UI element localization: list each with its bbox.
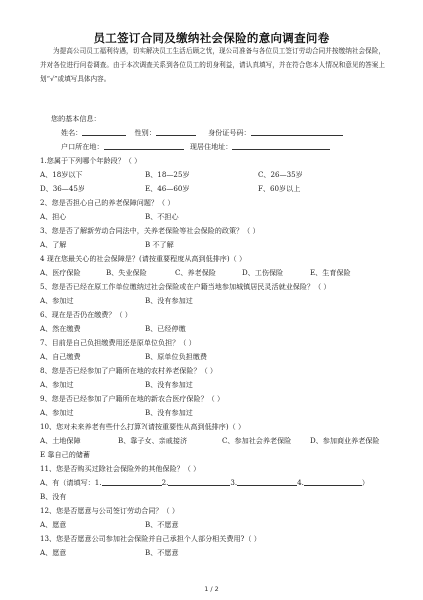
q1-option-c[interactable]: C、26—35岁 bbox=[258, 170, 303, 179]
q10-option-e[interactable]: E 靠自己的储蓄 bbox=[40, 450, 90, 459]
q11-option-a-fill-row bbox=[40, 477, 369, 489]
hukou-field[interactable] bbox=[104, 141, 184, 150]
q12-option-a[interactable]: A、愿意 bbox=[40, 520, 67, 529]
question-6: 6、现在是否仍在缴费？（ ） bbox=[40, 310, 132, 319]
q2-option-b[interactable]: B、不担心 bbox=[145, 212, 179, 221]
q7-option-b[interactable]: B、原单位负担缴费 bbox=[145, 352, 207, 361]
q8-option-a[interactable]: A、参加过 bbox=[40, 380, 74, 389]
q9-option-b[interactable]: B、没有参加过 bbox=[145, 408, 193, 417]
residence-field[interactable] bbox=[232, 141, 330, 150]
q11-blank-3[interactable] bbox=[237, 477, 297, 486]
id-number-field[interactable] bbox=[251, 127, 343, 136]
q5-option-b[interactable]: B、没有参加过 bbox=[145, 296, 193, 305]
name-label: 姓名： bbox=[61, 128, 83, 137]
question-2: 2、您是否担心自己的养老保障问题？（ ） bbox=[40, 198, 175, 207]
q11-blank-1-label: 1. bbox=[94, 478, 102, 487]
q11-blank-2[interactable] bbox=[168, 477, 230, 486]
question-7: 7、目前是自己负担缴费用还是原单位负担？（ ） bbox=[40, 338, 196, 347]
q11-blank-4-label: 4. bbox=[297, 478, 304, 487]
q4-option-a[interactable]: A、医疗保险 bbox=[40, 268, 81, 277]
gender-field[interactable] bbox=[156, 127, 196, 136]
q10-option-a[interactable]: A、土地保障 bbox=[40, 436, 81, 445]
question-1: 1.您属于下列哪个年龄段？（ ） bbox=[40, 156, 142, 165]
q2-option-a[interactable]: A、担心 bbox=[40, 212, 67, 221]
q4-option-b[interactable]: B、失业保险 bbox=[106, 268, 147, 277]
intro-paragraph: 为提高公司员工福利待遇，切实解决员工生活后顾之忧，现公司准备与各位员工签订劳动合同并按缴纳社会保险，并对各位进行问卷调查。由于本次调查关系到各位员工的切身利益，请认真填写，并在符合您本人情况和意见的答案上划“√”或填写具体内容。 bbox=[40, 47, 385, 83]
question-9: 9、您是否已经参加了户籍所在地的新农合医疗保险？（ ） bbox=[40, 394, 225, 403]
q1-option-d[interactable]: D、36—45岁 bbox=[40, 184, 86, 193]
question-13: 13、您是否愿意公司参加社会保险并自己承担个人部分相关费用?（ ） bbox=[40, 534, 261, 543]
q1-option-b[interactable]: B、18—25岁 bbox=[145, 170, 190, 179]
question-4: 4 现在您最关心的社会保障是？(请按重要程度从高到低排序)（ ） bbox=[40, 254, 247, 263]
q5-option-a[interactable]: A、参加过 bbox=[40, 296, 74, 305]
q11-blank-3-label: 3. bbox=[230, 478, 238, 487]
question-8: 8、您是否已经参加了户籍所在地的农村养老保险？（ ） bbox=[40, 366, 218, 375]
q11-option-b[interactable]: B、没有 bbox=[40, 492, 67, 501]
q11-option-a[interactable]: A、有（请填写： bbox=[40, 478, 95, 487]
q13-option-b[interactable]: B、不愿意 bbox=[145, 548, 179, 557]
page-title: 员工签订合同及缴纳社会保险的意向调查问卷 bbox=[93, 31, 330, 45]
q11-close-paren: ） bbox=[361, 478, 369, 487]
q11-blank-1[interactable] bbox=[102, 477, 162, 486]
hukou-label: 户口所在地： bbox=[61, 142, 104, 151]
basic-info-heading: 您的基本信息： bbox=[51, 114, 101, 123]
basic-info-row-1 bbox=[61, 127, 411, 139]
q3-option-a[interactable]: A、了解 bbox=[40, 240, 67, 249]
q7-option-a[interactable]: A、自己缴费 bbox=[40, 352, 81, 361]
q3-option-b[interactable]: B 不了解 bbox=[145, 240, 174, 249]
q13-option-a[interactable]: A、愿意 bbox=[40, 548, 67, 557]
page-number: 1 / 2 bbox=[204, 585, 219, 593]
residence-label: 现居住地址： bbox=[189, 142, 233, 151]
name-field[interactable] bbox=[82, 127, 126, 136]
q11-blank-2-label: 2. bbox=[161, 478, 169, 487]
q4-option-d[interactable]: D、工伤保险 bbox=[242, 268, 284, 277]
q8-option-b[interactable]: B、没有参加过 bbox=[145, 380, 193, 389]
q4-option-c[interactable]: C、养老保险 bbox=[175, 268, 216, 277]
q4-option-e[interactable]: E、生育保险 bbox=[310, 268, 351, 277]
gender-label: 性别： bbox=[134, 128, 156, 137]
q10-option-d[interactable]: D、参加商业养老保险 bbox=[310, 436, 380, 445]
q1-option-f[interactable]: F、60岁以上 bbox=[258, 184, 301, 193]
q9-option-a[interactable]: A、参加过 bbox=[40, 408, 74, 417]
basic-info-row-2 bbox=[61, 141, 411, 153]
question-11: 11、您是否购买过除社会保险外的其他保险？（ ） bbox=[40, 464, 201, 473]
q11-blank-4[interactable] bbox=[304, 477, 362, 486]
q10-option-b[interactable]: B、靠子女、亲戚接济 bbox=[118, 436, 188, 445]
q6-option-a[interactable]: A、然在缴费 bbox=[40, 324, 81, 333]
q12-option-b[interactable]: B、不愿意 bbox=[145, 520, 179, 529]
q1-option-a[interactable]: A、18岁以下 bbox=[40, 170, 83, 179]
question-10: 10、您对未来养老有些什么打算?(请按重要性从高到低排序)（ ） bbox=[40, 422, 246, 431]
q10-option-c[interactable]: C、参加社会养老保险 bbox=[222, 436, 292, 445]
question-5: 5、您是否已经在原工作单位缴纳过社会保险或在户籍当地参加城镇居民灵活就业保险？（ ） bbox=[40, 282, 331, 291]
q6-option-b[interactable]: B、已经停缴 bbox=[145, 324, 186, 333]
q1-option-e[interactable]: E、46—60岁 bbox=[145, 184, 190, 193]
question-12: 12、您是否愿意与公司签订劳动合同？（ ） bbox=[40, 506, 179, 515]
id-label: 身份证号码： bbox=[208, 128, 251, 137]
question-3: 3、您是否了解新劳动合同法中，关养老保险等社会保险的政策？（ ） bbox=[40, 226, 260, 235]
